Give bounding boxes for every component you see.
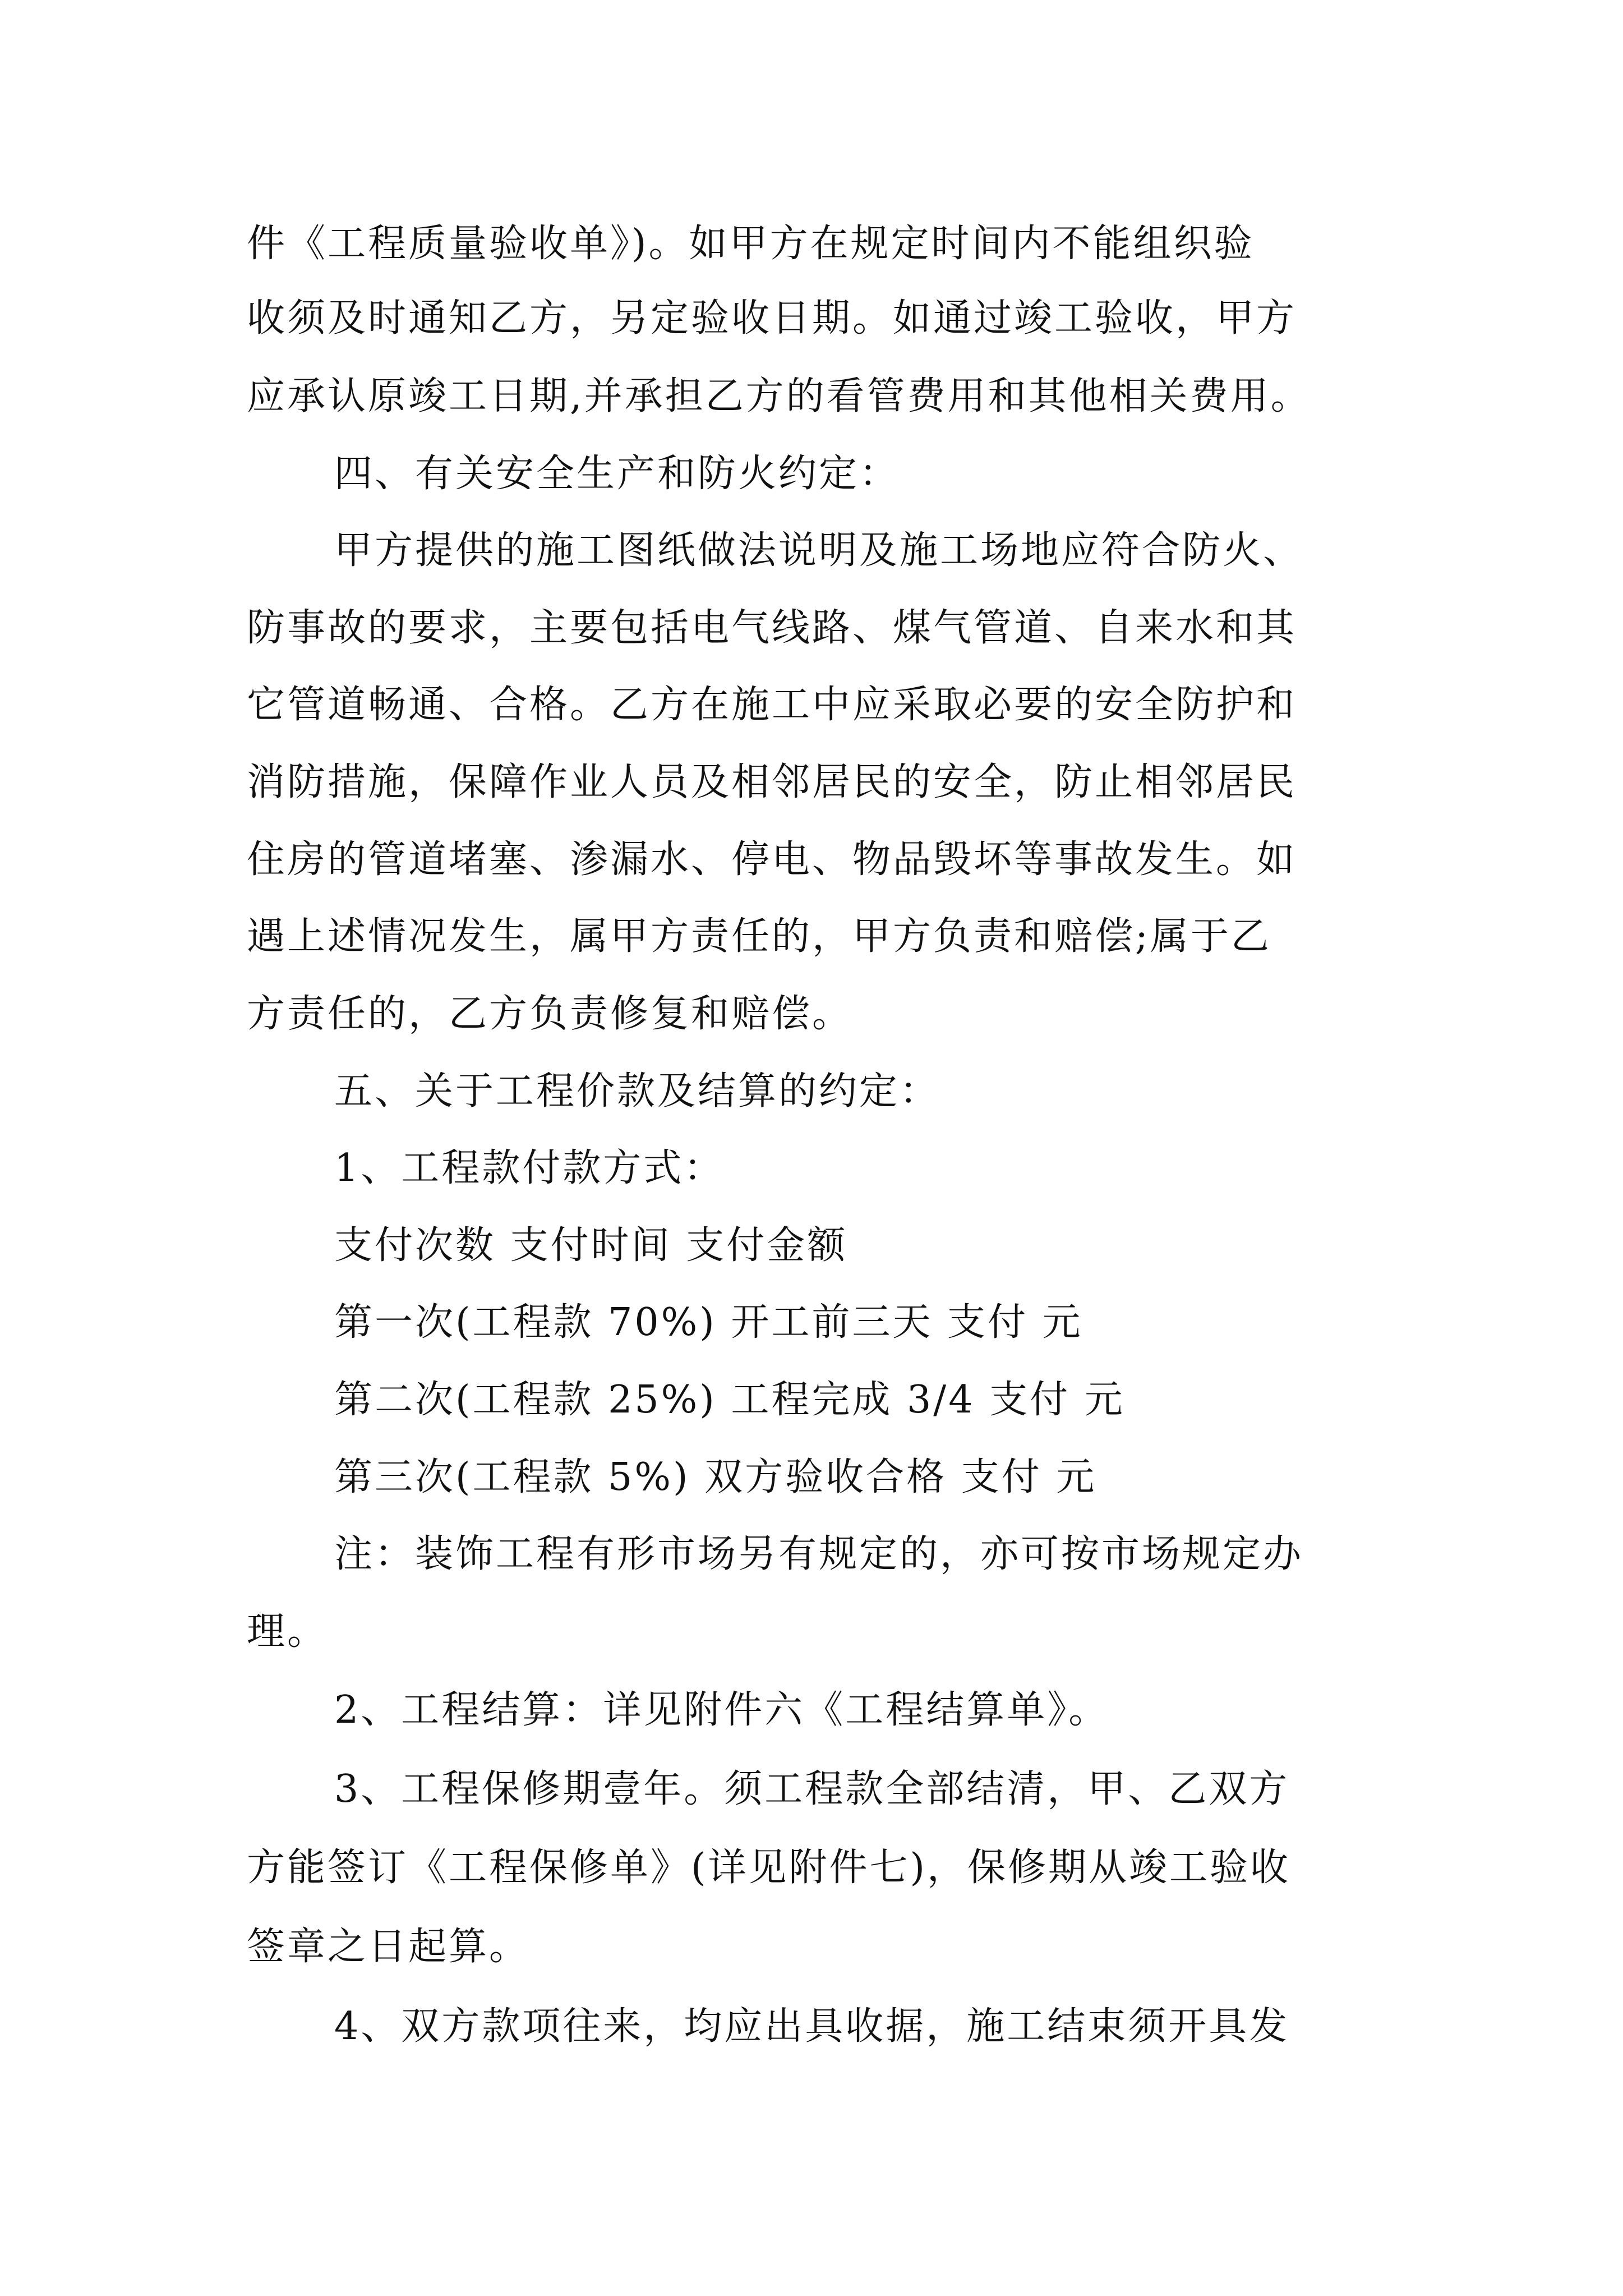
- text-line: 方能签订《工程保修单》(详见附件七)，保修期从竣工验收: [247, 1846, 1291, 1890]
- section-heading: 五、关于工程价款及结算的约定：: [334, 1069, 940, 1114]
- text-line: 消防措施，保障作业人员及相邻居民的安全，防止相邻居民: [247, 760, 1297, 804]
- payment-header: 支付次数 支付时间 支付金额: [334, 1223, 848, 1268]
- text-line: 遇上述情况发生，属甲方责任的，甲方负责和赔偿;属于乙: [247, 914, 1271, 959]
- text-line: 甲方提供的施工图纸做法说明及施工场地应符合防火、: [334, 528, 1304, 573]
- text-line: 1、工程款付款方式：: [334, 1146, 725, 1190]
- text-line: 注：装饰工程有形市场另有规定的，亦可按市场规定办: [334, 1532, 1304, 1576]
- text-line: 3、工程保修期壹年。须工程款全部结清，甲、乙双方: [334, 1767, 1290, 1811]
- text-line: 防事故的要求，主要包括电气线路、煤气管道、自来水和其: [247, 606, 1297, 650]
- payment-row: 第一次(工程款 70%) 开工前三天 支付 元: [334, 1300, 1083, 1345]
- text-line: 方责任的，乙方负责修复和赔偿。: [247, 992, 853, 1036]
- text-line: 住房的管道堵塞、渗漏水、停电、物品毁坏等事故发生。如: [247, 838, 1297, 882]
- payment-row: 第二次(工程款 25%) 工程完成 3/4 支付 元: [334, 1378, 1125, 1422]
- text-line: 4、双方款项往来，均应出具收据，施工结束须开具发: [334, 2004, 1290, 2049]
- payment-row: 第三次(工程款 5%) 双方验收合格 支付 元: [334, 1455, 1097, 1499]
- section-heading: 四、有关安全生产和防火约定：: [334, 452, 900, 496]
- text-line: 签章之日起算。: [247, 1925, 530, 1969]
- text-line: 件《工程质量验收单》)。如甲方在规定时间内不能组织验: [247, 222, 1255, 266]
- text-line: 它管道畅通、合格。乙方在施工中应采取必要的安全防护和: [247, 683, 1297, 727]
- text-line: 理。: [247, 1609, 328, 1654]
- text-line: 收须及时通知乙方，另定验收日期。如通过竣工验收，甲方: [247, 296, 1297, 341]
- text-line: 应承认原竣工日期,并承担乙方的看管费用和其他相关费用。: [247, 374, 1311, 418]
- text-line: 2、工程结算：详见附件六《工程结算单》。: [334, 1688, 1109, 1732]
